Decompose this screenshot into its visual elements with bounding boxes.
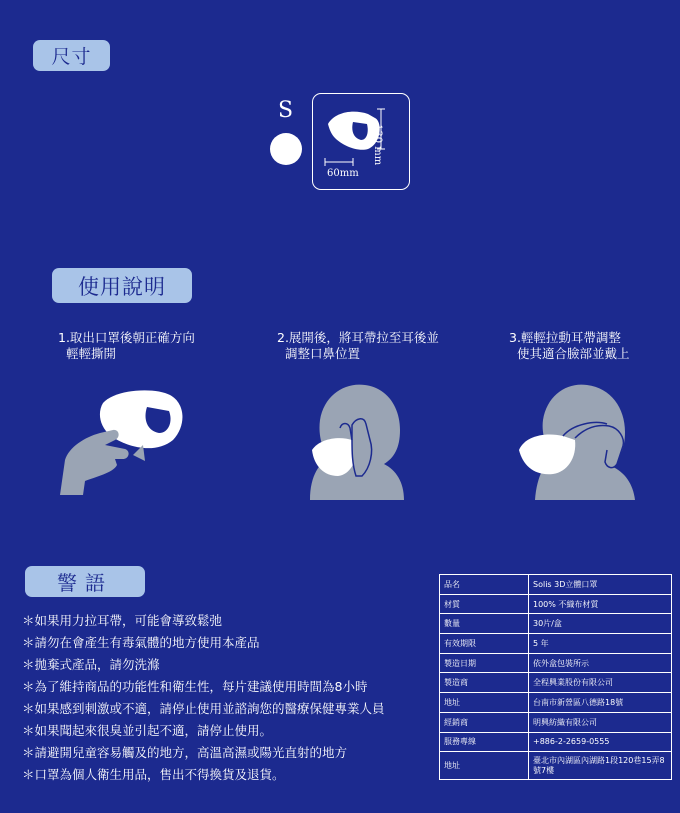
warning-item: ＊請勿在會產生有毒氣體的地方使用本產品	[22, 635, 260, 650]
step-1-line-1: 1.取出口罩後朝正確方向	[58, 330, 195, 345]
spec-key: 品名	[440, 575, 529, 595]
spec-value: 臺北市內湖區內湖路1段120巷15弄8號7樓	[529, 752, 672, 780]
table-row	[440, 653, 672, 673]
spec-key: 有效期限	[440, 634, 529, 654]
warning-list	[22, 610, 385, 786]
warning-item: ＊請避開兒童容易觸及的地方，高溫高濕或陽光直射的地方	[22, 745, 348, 760]
spec-value: +886-2-2659-0555	[529, 732, 672, 752]
warning-item: ＊如果用力拉耳帶，可能會導致鬆弛	[22, 613, 223, 628]
spec-table	[439, 574, 672, 780]
step-3-text	[509, 330, 630, 362]
spec-value: 依外盒包裝所示	[529, 653, 672, 673]
spec-key: 地址	[440, 693, 529, 713]
spec-key: 服務專線	[440, 732, 529, 752]
table-row	[440, 752, 672, 780]
spec-value: Solis 3D立體口罩	[529, 575, 672, 595]
warning-item: ＊口罩為個人衛生用品，售出不得換貨及退貨。	[22, 767, 285, 782]
step-2-illustration	[300, 380, 410, 500]
step-3-line-1: 3.輕輕拉動耳帶調整	[509, 330, 621, 345]
table-row	[440, 732, 672, 752]
spec-value: 全程興業股份有限公司	[529, 673, 672, 693]
warning-item: ＊為了維持商品的功能性和衛生性，每片建議使用時間為8小時	[22, 679, 368, 694]
warning-section-title: 警語	[25, 566, 145, 597]
spec-key: 經銷商	[440, 712, 529, 732]
size-section-title: 尺寸	[33, 40, 110, 71]
spec-value: 台南市新營區八德路18號	[529, 693, 672, 713]
step-3-line-2: 使其適合臉部並戴上	[517, 346, 630, 361]
table-row	[440, 712, 672, 732]
spec-key: 製造日期	[440, 653, 529, 673]
spec-value: 100% 不織布材質	[529, 594, 672, 614]
spec-value: 明興紡織有限公司	[529, 712, 672, 732]
spec-key: 數量	[440, 614, 529, 634]
step-2-text	[277, 330, 439, 362]
spec-value: 5 年	[529, 634, 672, 654]
size-letter: S	[278, 98, 294, 123]
usage-section-title: 使用說明	[52, 268, 192, 303]
step-3-illustration	[515, 380, 645, 500]
step-2-line-2: 調整口鼻位置	[285, 346, 361, 361]
size-dot-icon	[270, 133, 302, 165]
table-row	[440, 673, 672, 693]
spec-key: 製造商	[440, 673, 529, 693]
step-1-text	[58, 330, 195, 362]
spec-key: 材質	[440, 594, 529, 614]
spec-value: 30片/盒	[529, 614, 672, 634]
warning-item: ＊如果感到刺激或不適，請停止使用並諮詢您的醫療保健專業人員	[22, 701, 385, 716]
table-row	[440, 634, 672, 654]
step-2-line-1: 2.展開後，將耳帶拉至耳後並	[277, 330, 439, 345]
width-dimension-label: 60mm	[327, 168, 359, 179]
table-row	[440, 693, 672, 713]
table-row	[440, 575, 672, 595]
table-row	[440, 614, 672, 634]
height-dimension-label: 130 mm	[372, 124, 383, 166]
warning-item: ＊如果聞起來很臭並引起不適，請停止使用。	[22, 723, 273, 738]
table-row	[440, 594, 672, 614]
warning-item: ＊拋棄式產品，請勿洗滌	[22, 657, 160, 672]
spec-key: 地址	[440, 752, 529, 780]
step-1-illustration	[55, 385, 195, 500]
step-1-line-2: 輕輕撕開	[66, 346, 117, 361]
